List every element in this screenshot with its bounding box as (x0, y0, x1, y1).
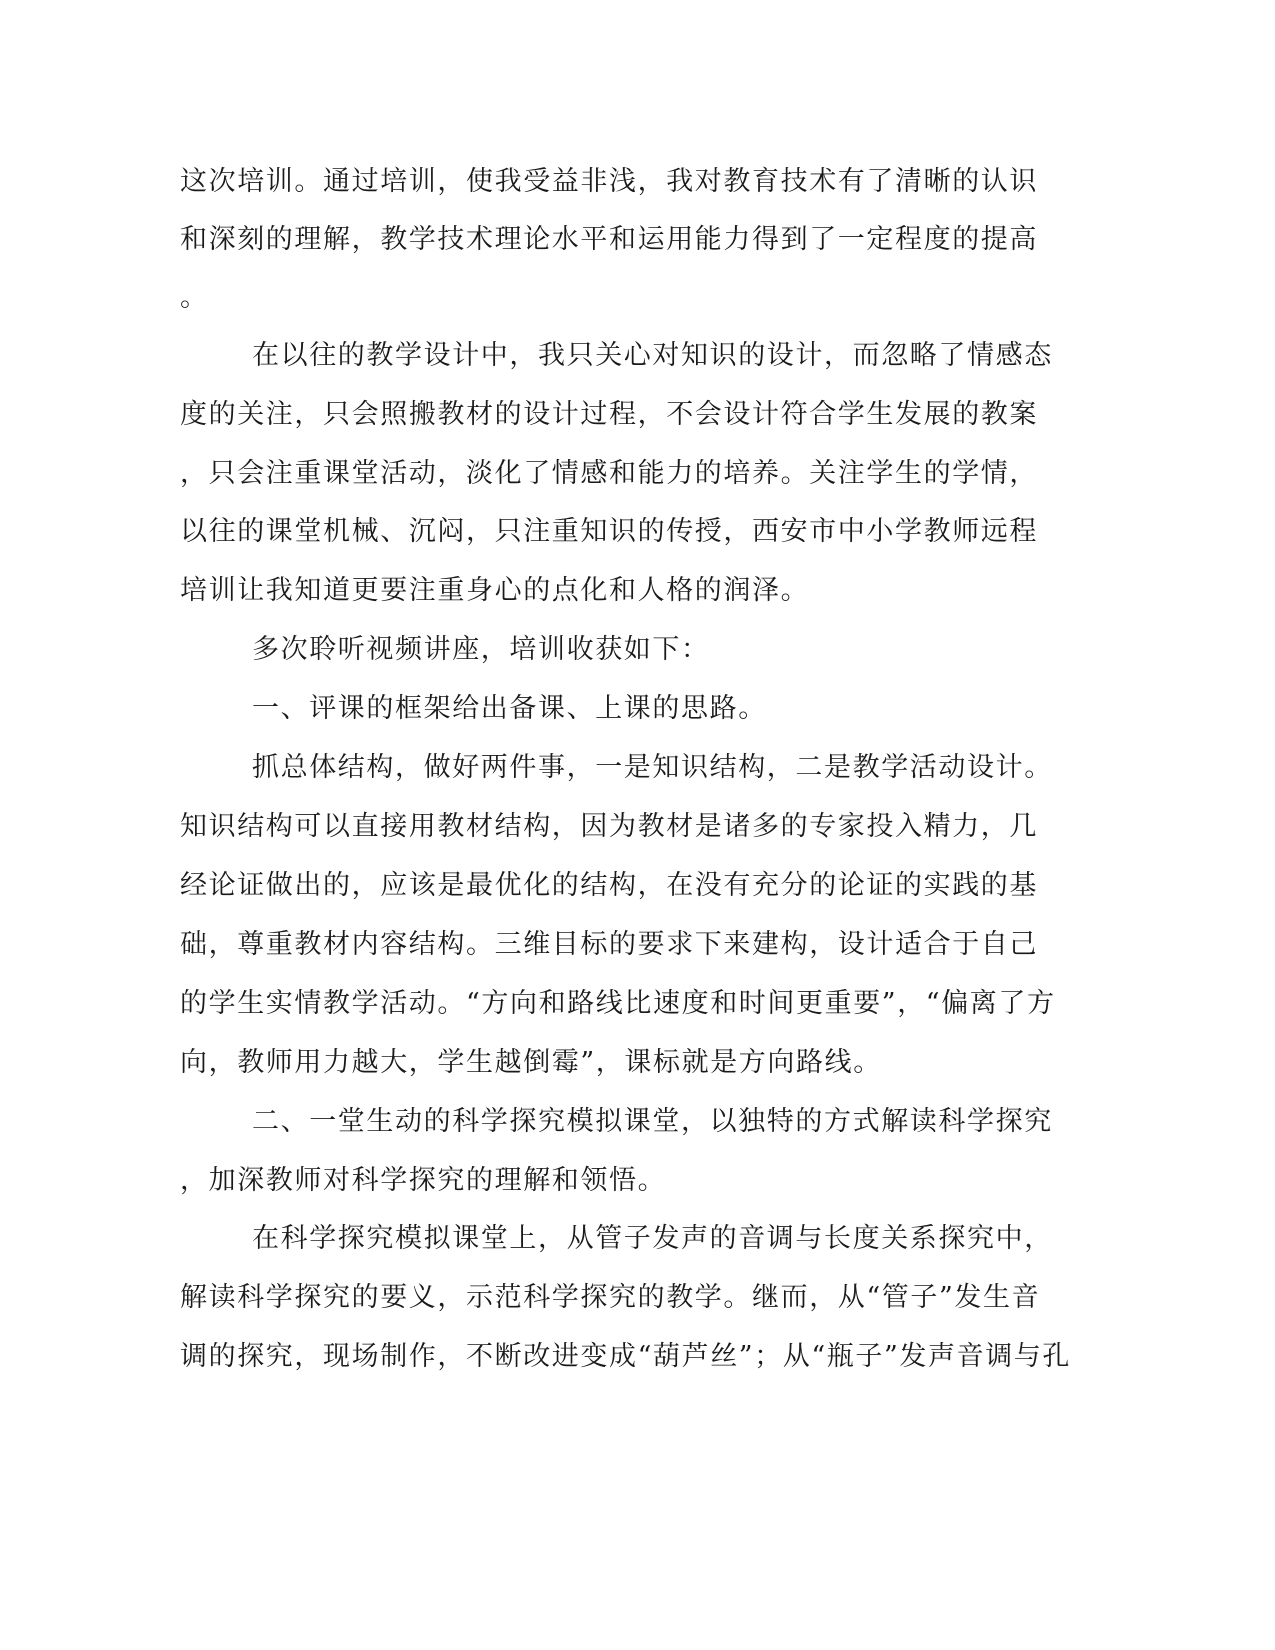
text-line: 度的关注，只会照搬教材的设计过程，不会设计符合学生发展的教案 (180, 399, 1038, 430)
text-line: 。 (180, 282, 209, 313)
text-line: ，只会注重课堂活动，淡化了情感和能力的培养。关注学生的学情， (180, 458, 1038, 489)
text-line: 础，尊重教材内容结构。三维目标的要求下来建构，设计适合于自己 (180, 929, 1038, 960)
text-line: ，加深教师对科学探究的理解和领悟。 (180, 1165, 667, 1196)
text-line: 解读科学探究的要义，示范科学探究的教学。继而，从“管子”发生音 (180, 1282, 1041, 1313)
text-line: 知识结构可以直接用教材结构，因为教材是诸多的专家投入精力，几 (180, 811, 1038, 842)
paragraph-start-line: 抓总体结构，做好两件事，一是知识结构，二是教学活动设计。 (252, 752, 1053, 783)
text-line: 以往的课堂机械、沉闷，只注重知识的传授，西安市中小学教师远程 (180, 516, 1038, 547)
text-line: 这次培训。通过培训，使我受益非浅，我对教育技术有了清晰的认识 (180, 166, 1038, 197)
section-heading: 二、一堂生动的科学探究模拟课堂，以独特的方式解读科学探究 (252, 1106, 1053, 1137)
text-line: 和深刻的理解，教学技术理论水平和运用能力得到了一定程度的提高 (180, 224, 1038, 255)
text-line: 经论证做出的，应该是最优化的结构，在没有充分的论证的实践的基 (180, 870, 1038, 901)
text-line: 的学生实情教学活动。“方向和路线比速度和时间更重要”，“偏离了方 (180, 988, 1056, 1019)
paragraph-start-line: 在科学探究模拟课堂上，从管子发声的音调与长度关系探究中， (252, 1223, 1053, 1254)
text-line: 向，教师用力越大，学生越倒霉”，课标就是方向路线。 (180, 1047, 882, 1078)
paragraph-start-line: 多次聆听视频讲座，培训收获如下： (252, 634, 710, 665)
text-line: 调的探究，现场制作，不断改进变成“葫芦丝”；从“瓶子”发声音调与孔 (180, 1341, 1072, 1372)
section-heading: 一、评课的框架给出备课、上课的思路。 (252, 693, 767, 724)
paragraph-start-line: 在以往的教学设计中，我只关心对知识的设计，而忽略了情感态 (252, 340, 1053, 371)
text-line: 培训让我知道更要注重身心的点化和人格的润泽。 (180, 575, 810, 606)
